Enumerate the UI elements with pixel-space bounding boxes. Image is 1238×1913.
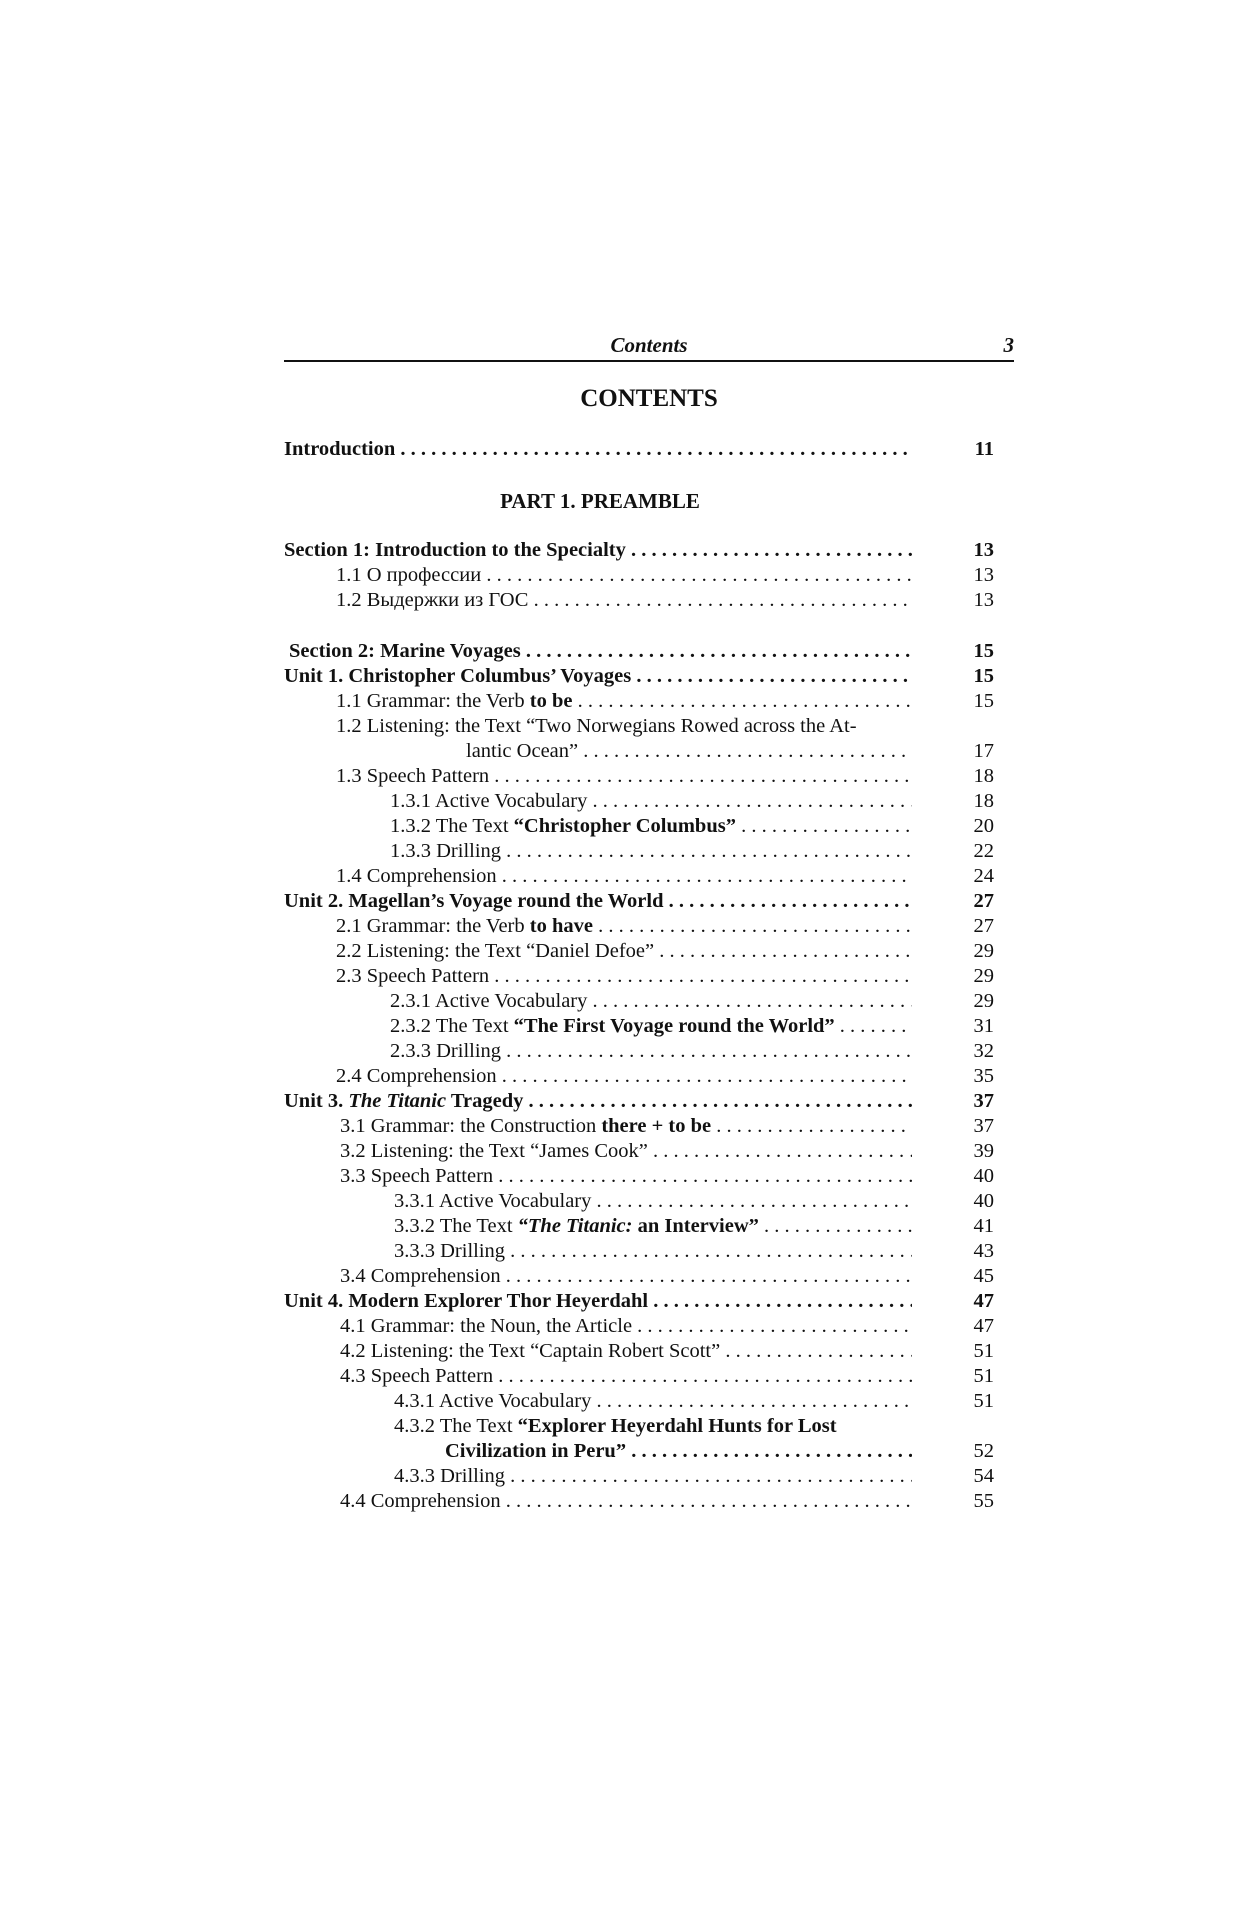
toc-introduction xyxy=(284,437,1014,462)
toc-page-number: 17 xyxy=(973,740,994,762)
toc-entry-4-3-3-drilling xyxy=(284,1464,1014,1489)
toc-page-number: 55 xyxy=(973,1490,994,1512)
toc-entry-bold-title: “The First Voyage round the World” xyxy=(513,1015,835,1037)
toc-entry-1-3-speech xyxy=(284,764,1014,789)
toc-entry-4-3-2-text xyxy=(284,1414,1014,1439)
toc-page-number: 11 xyxy=(974,438,994,460)
toc-entry-3-3-1-vocabulary xyxy=(284,1189,1014,1214)
toc-page-number: 29 xyxy=(973,990,994,1012)
toc-entry-bold-term: there + to be xyxy=(601,1115,712,1137)
toc-entry-introduction xyxy=(284,437,1014,462)
toc-page-number: 41 xyxy=(973,1215,994,1237)
toc-page-number: 32 xyxy=(973,1040,994,1062)
toc-entry-1-1-grammar xyxy=(284,689,1014,714)
toc-entry-unit-3 xyxy=(284,1089,1014,1114)
toc-entry-label: 4.2 Listening: the Text “Captain Robert Scott” . . . xyxy=(340,1339,912,1364)
toc-entry-label xyxy=(336,914,912,939)
toc-entry-bold-title: “Christopher Columbus” xyxy=(513,815,736,837)
toc-entry-4-1-grammar xyxy=(284,1314,1014,1339)
toc-entry-3-3-2-text xyxy=(284,1214,1014,1239)
toc-entry-label: Civilization in Peru” . . . xyxy=(445,1439,912,1464)
toc-entry-4-3-1-vocabulary xyxy=(284,1389,1014,1414)
toc-page-number: 22 xyxy=(973,840,994,862)
contents-title: CONTENTS xyxy=(580,385,718,412)
toc-page-number: 29 xyxy=(973,965,994,987)
toc-entry-label: 1.2 Listening: the Text “Two Norwegians Rowed across the At- xyxy=(336,715,857,737)
toc-entry-label: 2.4 Comprehension . . . xyxy=(336,1064,912,1089)
toc-entry-label: Section 1: Introduction to the Specialty . . . xyxy=(284,538,912,563)
toc-entry-2-3-1-vocabulary xyxy=(284,989,1014,1014)
toc-entry-text: 4.3.2 The Text xyxy=(394,1415,518,1437)
toc-page-number: 51 xyxy=(973,1365,994,1387)
toc-entry-unit-4 xyxy=(284,1289,1014,1314)
toc-entry-1-3-1-vocabulary xyxy=(284,789,1014,814)
toc-entry-4-3-2-text-cont xyxy=(284,1439,1014,1464)
toc-entry-label: 2.3 Speech Pattern . . . xyxy=(336,964,912,989)
toc-page-number: 27 xyxy=(973,915,994,937)
page-number: 3 xyxy=(1003,333,1014,357)
toc-page-number: 15 xyxy=(973,640,994,662)
toc-entry-1-2-gos xyxy=(284,588,1014,613)
toc-entry-bold-term: to be xyxy=(529,690,573,712)
toc-entry-1-3-2-text xyxy=(284,814,1014,839)
toc-page-number: 20 xyxy=(973,815,994,837)
toc-entry-label: 3.4 Comprehension . . . xyxy=(340,1264,912,1289)
toc-entry-label: 2.2 Listening: the Text “Daniel Defoe” . . . xyxy=(336,939,912,964)
toc-entry-bold-italic-title: “The Titanic: xyxy=(517,1215,633,1237)
toc-page-number: 37 xyxy=(973,1115,994,1137)
toc-entry-label: 1.2 Выдержки из ГОС . . . xyxy=(336,588,912,613)
toc-entry-label: 4.3 Speech Pattern . . . xyxy=(340,1364,912,1389)
toc-entry-3-3-speech xyxy=(284,1164,1014,1189)
toc-entry-label: Unit 1. Christopher Columbus’ Voyages . . . xyxy=(284,664,912,689)
toc-entry-label: Unit 4. Modern Explorer Thor Heyerdahl . . . xyxy=(284,1289,912,1314)
toc-entry-label: 3.2 Listening: the Text “James Cook” . . . xyxy=(340,1139,912,1164)
toc-entry-1-2-listening xyxy=(284,714,1014,739)
toc-entry-label xyxy=(336,689,912,714)
toc-entry-text: 2.3.2 The Text xyxy=(390,1015,514,1037)
toc-page-number: 52 xyxy=(973,1440,994,1462)
toc-entry-2-1-grammar xyxy=(284,914,1014,939)
toc-page-number: 15 xyxy=(973,665,994,687)
toc-entry-1-3-3-drilling xyxy=(284,839,1014,864)
toc-page-number: 45 xyxy=(973,1265,994,1287)
toc-entry-italic-title: The Titanic xyxy=(348,1090,447,1112)
running-title: Contents xyxy=(610,333,688,357)
toc-entry-label xyxy=(340,1114,912,1139)
toc-entry-2-4-comprehension xyxy=(284,1064,1014,1089)
toc-page-number: 51 xyxy=(973,1340,994,1362)
toc-entry-2-3-3-drilling xyxy=(284,1039,1014,1064)
toc-entry-label: 2.3.1 Active Vocabulary . . . xyxy=(390,989,912,1014)
toc-entry-text: 3.3.2 The Text xyxy=(394,1215,518,1237)
toc-entry-label: 3.3.3 Drilling . . . xyxy=(394,1239,912,1264)
toc-entry-1-4-comprehension xyxy=(284,864,1014,889)
toc-entry-2-3-speech xyxy=(284,964,1014,989)
toc-page-number: 43 xyxy=(973,1240,994,1262)
toc-entry-2-2-listening xyxy=(284,939,1014,964)
toc-entry-4-4-comprehension xyxy=(284,1489,1014,1514)
toc-entry-label: 2.3.3 Drilling . . . xyxy=(390,1039,912,1064)
toc-page-number: 35 xyxy=(973,1065,994,1087)
toc-entry-label xyxy=(394,1214,912,1239)
running-header xyxy=(284,332,1014,362)
toc-page-number: 13 xyxy=(973,564,994,586)
toc-entry-label xyxy=(394,1414,912,1439)
toc-entry-bold-title: “Explorer Heyerdahl Hunts for Lost xyxy=(517,1415,837,1437)
toc-entry-section-2 xyxy=(284,639,1014,664)
toc-entry-2-3-2-text xyxy=(284,1014,1014,1039)
toc-entry-3-1-grammar xyxy=(284,1114,1014,1139)
toc-page-number: 47 xyxy=(973,1290,994,1312)
toc-entry-3-2-listening xyxy=(284,1139,1014,1164)
toc-entry-label: 1.3 Speech Pattern . . . xyxy=(336,764,912,789)
toc-entry-section-1 xyxy=(284,538,1014,563)
toc-page-number: 29 xyxy=(973,940,994,962)
toc-entry-label: 1.1 О профессии . . . xyxy=(336,563,912,588)
toc-entry-3-4-comprehension xyxy=(284,1264,1014,1289)
toc-entry-label: lantic Ocean” . . . xyxy=(466,739,912,764)
toc-entry-4-2-listening xyxy=(284,1339,1014,1364)
toc-entry-label: 4.3.1 Active Vocabulary . . . xyxy=(394,1389,912,1414)
toc-section-2 xyxy=(284,639,1014,1514)
toc-entry-text: Unit 3. xyxy=(284,1090,349,1112)
toc-entry-bold-title: an Interview” xyxy=(632,1215,759,1237)
part-heading: PART 1. PREAMBLE xyxy=(500,489,700,513)
toc-entry-label: Section 2: Marine Voyages . . . xyxy=(289,639,912,664)
toc-entry-unit-1 xyxy=(284,664,1014,689)
toc-entry-4-3-speech xyxy=(284,1364,1014,1389)
toc-page-number: 24 xyxy=(973,865,994,887)
toc-entry-1-1-profession xyxy=(284,563,1014,588)
toc-entry-label: 1.3.3 Drilling . . . xyxy=(390,839,912,864)
toc-page-number: 40 xyxy=(973,1190,994,1212)
toc-page-number: 51 xyxy=(973,1390,994,1412)
toc-entry-label xyxy=(390,814,912,839)
toc-entry-3-3-3-drilling xyxy=(284,1239,1014,1264)
toc-entry-text: Tragedy xyxy=(446,1090,524,1112)
toc-entry-label: 3.3 Speech Pattern . . . xyxy=(340,1164,912,1189)
toc-page-number: 15 xyxy=(973,690,994,712)
toc-page-number: 31 xyxy=(973,1015,994,1037)
toc-page-number: 39 xyxy=(973,1140,994,1162)
toc-page-number: 40 xyxy=(973,1165,994,1187)
toc-page-number: 18 xyxy=(973,790,994,812)
toc-page-number: 37 xyxy=(973,1090,994,1112)
toc-entry-label xyxy=(284,1089,912,1114)
toc-page-number: 54 xyxy=(973,1465,994,1487)
toc-entry-label: Introduction . . . xyxy=(284,437,912,462)
toc-page-number: 18 xyxy=(973,765,994,787)
toc-entry-unit-2 xyxy=(284,889,1014,914)
toc-entry-label: 4.1 Grammar: the Noun, the Article . . . xyxy=(340,1314,912,1339)
toc-page-number: 47 xyxy=(973,1315,994,1337)
toc-page-number: 27 xyxy=(973,890,994,912)
toc-entry-bold-term: to have xyxy=(529,915,593,937)
toc-entry-label: Unit 2. Magellan’s Voyage round the World . . . xyxy=(284,889,912,914)
toc-entry-1-2-listening-cont xyxy=(284,739,1014,764)
toc-entry-label: 1.4 Comprehension . . . xyxy=(336,864,912,889)
toc-page-number: 13 xyxy=(973,589,994,611)
toc-entry-text: 1.3.2 The Text xyxy=(390,815,514,837)
toc-entry-label: 4.3.3 Drilling . . . xyxy=(394,1464,912,1489)
toc-entry-text: 3.1 Grammar: the Construction xyxy=(340,1115,602,1137)
toc-section-1 xyxy=(284,538,1014,613)
toc-entry-text: 2.1 Grammar: the Verb xyxy=(336,915,530,937)
toc-entry-label: 1.3.1 Active Vocabulary . . . xyxy=(390,789,912,814)
toc-entry-text: 1.1 Grammar: the Verb xyxy=(336,690,530,712)
toc-entry-label xyxy=(390,1014,912,1039)
toc-page-number: 13 xyxy=(973,539,994,561)
toc-entry-label: 4.4 Comprehension . . . xyxy=(340,1489,912,1514)
toc-entry-label: 3.3.1 Active Vocabulary . . . xyxy=(394,1189,912,1214)
